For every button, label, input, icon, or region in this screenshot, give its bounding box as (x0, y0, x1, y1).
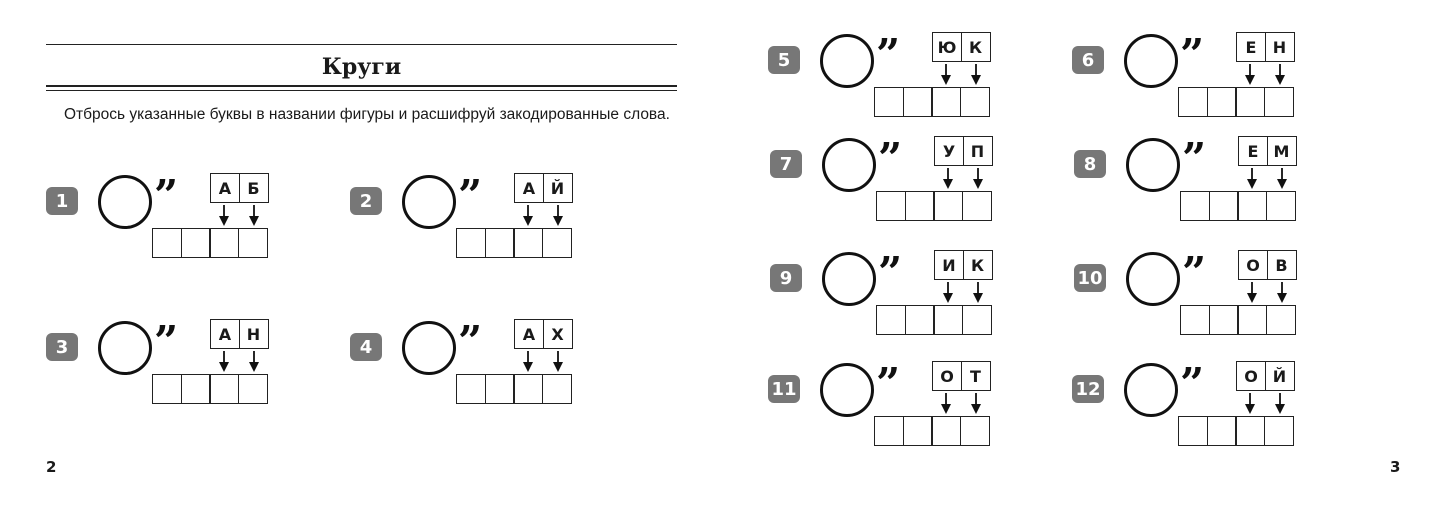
answer-cell[interactable] (456, 374, 486, 404)
quote-mark: ” (1182, 134, 1207, 183)
task-2 (350, 171, 610, 297)
task-number-badge: 8 (1074, 150, 1106, 178)
answer-cell[interactable] (152, 374, 182, 404)
task-number-badge: 4 (350, 333, 382, 361)
answer-cell[interactable] (876, 305, 906, 335)
letter-box: Й (1265, 361, 1295, 391)
letter-box: В (1267, 250, 1297, 280)
arrows (932, 391, 992, 417)
answer-cell[interactable] (905, 191, 935, 221)
arrow-head (1245, 75, 1255, 85)
answer-cell[interactable] (485, 374, 515, 404)
answer-cell[interactable] (962, 191, 992, 221)
task-number-badge: 12 (1072, 375, 1104, 403)
letter-box: Й (543, 173, 573, 203)
arrows (210, 349, 270, 375)
removed-letters (934, 136, 993, 166)
letter-box: О (1238, 250, 1268, 280)
answer-cell[interactable] (1264, 87, 1294, 117)
arrows (1238, 166, 1298, 192)
arrow-head (553, 362, 563, 372)
answer-cells (456, 374, 572, 404)
arrows (210, 203, 270, 229)
letter-box: М (1267, 136, 1297, 166)
answer-cell[interactable] (1209, 305, 1239, 335)
answer-cell[interactable] (238, 228, 268, 258)
letter-box: К (963, 250, 993, 280)
task-number-badge: 5 (768, 46, 800, 74)
answer-cells (1178, 87, 1294, 117)
answer-cell[interactable] (1180, 191, 1210, 221)
answer-cell[interactable] (962, 305, 992, 335)
arrow-head (971, 75, 981, 85)
quote-mark: ” (878, 248, 903, 297)
instruction-text: Отбрось указанные буквы в названии фигуры и расшифруй закодированные слова. (64, 106, 670, 123)
letter-box: И (934, 250, 964, 280)
arrow-head (973, 179, 983, 189)
letter-box: А (210, 319, 240, 349)
answer-cell[interactable] (1180, 305, 1210, 335)
removed-letters (514, 173, 573, 203)
answer-cells (152, 374, 268, 404)
answer-cells (876, 191, 992, 221)
circle-shape (402, 175, 456, 229)
quote-mark: ” (876, 359, 901, 408)
quote-mark: ” (878, 134, 903, 183)
header-rule-bottom (46, 85, 677, 91)
page-title: Круги (321, 54, 402, 80)
answer-cell[interactable] (874, 416, 904, 446)
task-number-badge: 10 (1074, 264, 1106, 292)
answer-cell[interactable] (209, 228, 239, 258)
arrow-head (219, 362, 229, 372)
answer-cell[interactable] (1266, 191, 1296, 221)
circle-shape (1124, 34, 1178, 88)
answer-cell[interactable] (876, 191, 906, 221)
letter-box: А (514, 173, 544, 203)
task-7 (770, 134, 1030, 260)
removed-letters (1236, 32, 1295, 62)
answer-cells (1180, 305, 1296, 335)
task-number-badge: 9 (770, 264, 802, 292)
letter-box: П (963, 136, 993, 166)
task-8 (1074, 134, 1334, 260)
arrows (1236, 391, 1296, 417)
answer-cell[interactable] (905, 305, 935, 335)
removed-letters (1238, 136, 1297, 166)
arrow-head (1247, 293, 1257, 303)
task-number-badge: 3 (46, 333, 78, 361)
header-rule-top (46, 44, 677, 45)
answer-cell[interactable] (933, 305, 963, 335)
answer-cells (152, 228, 268, 258)
letter-box: Х (543, 319, 573, 349)
removed-letters (932, 361, 991, 391)
page-number-left: 2 (46, 458, 57, 476)
answer-cell[interactable] (1264, 416, 1294, 446)
removed-letters (1238, 250, 1297, 280)
letter-box: А (210, 173, 240, 203)
page-number-right: 3 (1390, 458, 1401, 476)
arrow-head (971, 404, 981, 414)
answer-cell[interactable] (542, 374, 572, 404)
arrow-head (1277, 293, 1287, 303)
task-1 (46, 171, 306, 297)
circle-shape (820, 34, 874, 88)
answer-cell[interactable] (542, 228, 572, 258)
arrow-head (1247, 179, 1257, 189)
answer-cell[interactable] (1235, 87, 1265, 117)
circle-shape (820, 363, 874, 417)
letter-box: К (961, 32, 991, 62)
arrow-head (941, 75, 951, 85)
quote-mark: ” (458, 171, 483, 220)
arrows (934, 280, 994, 306)
circle-shape (98, 175, 152, 229)
answer-cell[interactable] (931, 87, 961, 117)
answer-cell[interactable] (1178, 416, 1208, 446)
task-number-badge: 11 (768, 375, 800, 403)
arrow-head (973, 293, 983, 303)
answer-cell[interactable] (1237, 305, 1267, 335)
arrow-head (1275, 75, 1285, 85)
arrow-head (249, 362, 259, 372)
quote-mark: ” (1180, 359, 1205, 408)
removed-letters (514, 319, 573, 349)
quote-mark: ” (154, 317, 179, 366)
answer-cells (1180, 191, 1296, 221)
answer-cells (874, 87, 990, 117)
answer-cells (876, 305, 992, 335)
task-number-badge: 7 (770, 150, 802, 178)
answer-cell[interactable] (238, 374, 268, 404)
circle-shape (402, 321, 456, 375)
task-9 (770, 248, 1030, 374)
removed-letters (932, 32, 991, 62)
letter-box: О (1236, 361, 1266, 391)
answer-cell[interactable] (1207, 416, 1237, 446)
answer-cell[interactable] (960, 416, 990, 446)
answer-cell[interactable] (933, 191, 963, 221)
answer-cell[interactable] (152, 228, 182, 258)
answer-cell[interactable] (1178, 87, 1208, 117)
task-number-badge: 2 (350, 187, 382, 215)
answer-cell[interactable] (1235, 416, 1265, 446)
answer-cell[interactable] (903, 416, 933, 446)
arrow-head (219, 216, 229, 226)
letter-box: Т (961, 361, 991, 391)
circle-shape (1124, 363, 1178, 417)
letter-box: У (934, 136, 964, 166)
letter-box: О (932, 361, 962, 391)
answer-cell[interactable] (181, 228, 211, 258)
answer-cell[interactable] (1207, 87, 1237, 117)
letter-box: Н (1265, 32, 1295, 62)
removed-letters (210, 173, 269, 203)
circle-shape (1126, 252, 1180, 306)
letter-box: Е (1238, 136, 1268, 166)
quote-mark: ” (458, 317, 483, 366)
arrows (514, 349, 574, 375)
answer-cell[interactable] (513, 228, 543, 258)
task-12 (1072, 359, 1332, 485)
circle-shape (822, 138, 876, 192)
removed-letters (210, 319, 269, 349)
circle-shape (1126, 138, 1180, 192)
circle-shape (822, 252, 876, 306)
arrow-head (249, 216, 259, 226)
answer-cell[interactable] (513, 374, 543, 404)
task-4 (350, 317, 610, 443)
task-number-badge: 6 (1072, 46, 1104, 74)
arrow-head (553, 216, 563, 226)
answer-cells (874, 416, 990, 446)
letter-box: Б (239, 173, 269, 203)
removed-letters (934, 250, 993, 280)
arrows (1238, 280, 1298, 306)
arrows (932, 62, 992, 88)
letter-box: А (514, 319, 544, 349)
task-3 (46, 317, 306, 443)
quote-mark: ” (876, 30, 901, 79)
answer-cell[interactable] (181, 374, 211, 404)
arrow-head (943, 293, 953, 303)
arrows (514, 203, 574, 229)
letter-box: Н (239, 319, 269, 349)
letter-box: Е (1236, 32, 1266, 62)
arrow-head (523, 362, 533, 372)
removed-letters (1236, 361, 1295, 391)
task-10 (1074, 248, 1334, 374)
answer-cell[interactable] (1237, 191, 1267, 221)
arrow-head (1277, 179, 1287, 189)
task-11 (768, 359, 1028, 485)
arrow-head (943, 179, 953, 189)
answer-cells (456, 228, 572, 258)
task-number-badge: 1 (46, 187, 78, 215)
answer-cell[interactable] (874, 87, 904, 117)
letter-box: Ю (932, 32, 962, 62)
arrows (1236, 62, 1296, 88)
answer-cells (1178, 416, 1294, 446)
arrow-head (1275, 404, 1285, 414)
answer-cell[interactable] (903, 87, 933, 117)
arrow-head (941, 404, 951, 414)
circle-shape (98, 321, 152, 375)
answer-cell[interactable] (485, 228, 515, 258)
answer-cell[interactable] (931, 416, 961, 446)
arrows (934, 166, 994, 192)
answer-cell[interactable] (1209, 191, 1239, 221)
quote-mark: ” (1180, 30, 1205, 79)
answer-cell[interactable] (1266, 305, 1296, 335)
arrow-head (1245, 404, 1255, 414)
answer-cell[interactable] (960, 87, 990, 117)
answer-cell[interactable] (456, 228, 486, 258)
arrow-head (523, 216, 533, 226)
quote-mark: ” (1182, 248, 1207, 297)
answer-cell[interactable] (209, 374, 239, 404)
quote-mark: ” (154, 171, 179, 220)
